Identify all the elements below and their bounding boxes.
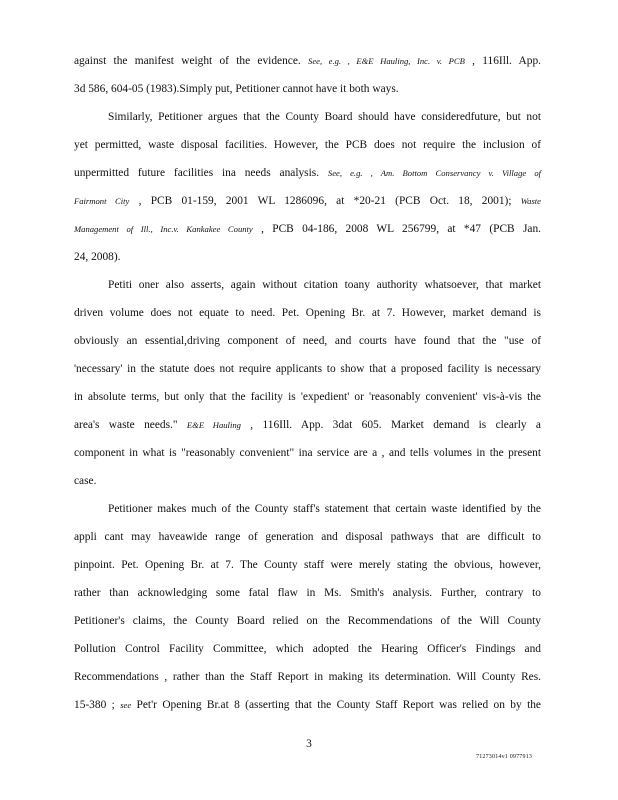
text-line-8: 24, 2008). (74, 251, 121, 263)
text-line-15: component in what is "reasonably convenient" ina service are a , and tells volumes in the present (74, 447, 541, 459)
text-line-19: pinpoint. Pet. Opening Br. at 7. The County staff were merely stating the obvious, however, (74, 559, 541, 571)
text-line-20: rather than acknowledging some fatal flaw in Ms. Smith's analysis. Further, contrary to (74, 587, 541, 599)
text-line-16: case. (74, 475, 97, 487)
text-line-17: Petitioner makes much of the County staff's statement that certain waste identified by the (108, 503, 541, 515)
text-line-1: against the manifest weight of the evidence. See, e.g. , E&E Hauling, Inc. v. PCB , 116Ill. App. (74, 55, 541, 67)
text-line-12: 'necessary' in the statute does not require applicants to show that a proposed facility is necessary (74, 363, 541, 375)
text-line-5: unpermitted future facilities ina needs analysis. See, e.g. , Am. Bottom Conservancy v. Village of (74, 167, 542, 179)
page-number: 3 (306, 738, 312, 750)
text-line-21: Petitioner's claims, the County Board relied on the Recommendations of the Will County (74, 615, 541, 627)
text-line-13: in absolute terms, but only that the facility is 'expedient' or 'reasonably convenient' vis-à-vis the (74, 391, 541, 403)
document-id: 71273014v1 0977913 (476, 754, 533, 760)
text-line-14: area's waste needs." E&E Hauling , 116Ill. App. 3dat 605. Market demand is clearly a (74, 419, 541, 431)
text-line-18: appli cant may haveawide range of generation and disposal pathways that are difficult to (74, 531, 541, 543)
text-line-10: driven volume does not equate to need. Pet. Opening Br. at 7. However, market demand is (74, 307, 541, 319)
text-line-23: Recommendations , rather than the Staff Report in making its determination. Will County Res. (74, 671, 541, 683)
text-line-2: 3d 586, 604-05 (1983).Simply put, Petitioner cannot have it both ways. (74, 83, 399, 95)
text-line-6: Fairmont City , PCB 01-159, 2001 WL 1286096, at *20-21 (PCB Oct. 18, 2001); Waste (74, 195, 541, 207)
text-line-22: Pollution Control Facility Committee, which adopted the Hearing Officer's Findings and (74, 643, 541, 655)
text-line-4: yet permitted, waste disposal facilities. However, the PCB does not require the inclusion of (74, 139, 541, 151)
text-line-9: Petiti oner also asserts, again without citation toany authority whatsoever, that market (108, 279, 541, 291)
text-line-7: Management of Ill., Inc.v. Kankakee County , PCB 04-186, 2008 WL 256799, at *47 (PCB Jan. (74, 223, 541, 235)
text-line-24: 15-380 ; see Pet'r Opening Br.at 8 (asserting that the County Staff Report was relied on by the (74, 699, 541, 711)
text-line-11: obviously an essential,driving component of need, and courts have found that the "use of (74, 335, 541, 347)
text-line-3: Similarly, Petitioner argues that the County Board should have consideredfuture, but not (108, 111, 541, 123)
